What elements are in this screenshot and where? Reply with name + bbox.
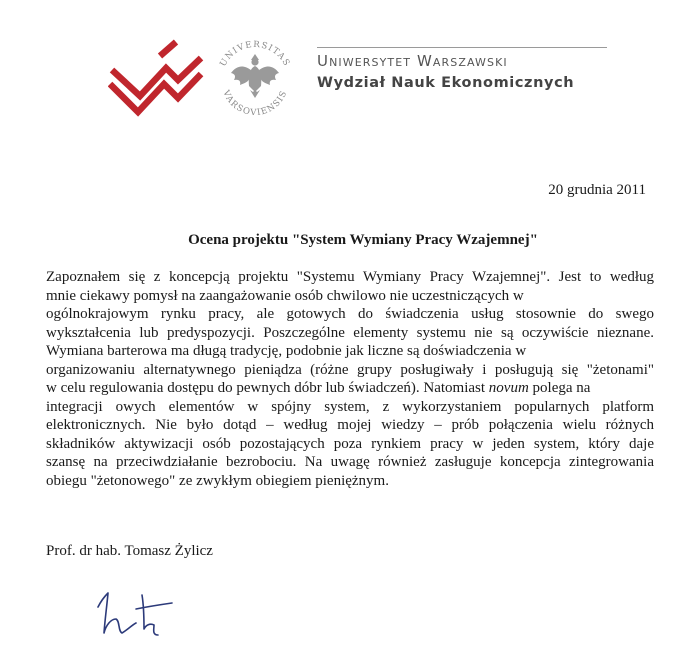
letterhead bbox=[0, 0, 698, 130]
handwritten-signature bbox=[92, 585, 182, 643]
seal-text-top: UNIVERSITAS bbox=[218, 39, 292, 69]
body-line-start: w celu regulowania dostępu do pewnych dóbr lub świadczeń). Natomiast bbox=[46, 380, 486, 396]
body-line: integracji owych elementów w spójny system, z wykorzystaniem popularnych platform bbox=[46, 398, 654, 415]
letter-title: Ocena projektu "System Wymiany Pracy Wzajemnej" bbox=[188, 232, 538, 248]
body-line: organizowaniu alternatywnego pieniądza (różne grupy posługiwały i posługują się "żetonami" bbox=[46, 361, 654, 378]
body-line: Wymiana barterowa ma długą tradycję, podobnie jak liczne są doświadczenia w bbox=[46, 343, 527, 359]
eagle-icon bbox=[231, 54, 279, 98]
body-line: ogólnokrajowym rynku pracy, ale gotowych do świadczenia usług stosownie do swego bbox=[46, 306, 654, 322]
body-line: elektronicznych. Nie było dotąd – według mojej wiedzy – prób połączenia wielu różnych bbox=[46, 417, 654, 433]
body-line: mnie ciekawy pomysł na zaangażowanie osób chwilowo nie uczestniczących w bbox=[46, 287, 524, 304]
body-line: Zapoznałem się z koncepcją projektu "Systemu Wymiany Pracy Wzajemnej". Jest to według bbox=[46, 269, 654, 285]
seal-text-bottom: VARSOVIENSIS bbox=[220, 88, 290, 119]
university-name: Uniwersytet Warszawski bbox=[317, 52, 508, 70]
letter-date: 20 grudnia 2011 bbox=[548, 182, 646, 198]
body-line: wykształcenia lub predyspozycji. Poszczególne elementy systemu nie są oczywiście nieznane. bbox=[46, 324, 654, 341]
body-line: składników aktywizacji osób pozostających poza rynkiem pracy w jeden system, który daje bbox=[46, 435, 654, 452]
body-line: obiegu "żetonowego" ze zwykłym obiegiem pieniężnym. bbox=[46, 472, 389, 489]
letterhead-divider bbox=[317, 47, 607, 48]
body-line-end: polega na bbox=[532, 380, 591, 396]
university-w-logo bbox=[108, 38, 204, 120]
faculty-name: Wydział Nauk Ekonomicznych bbox=[317, 75, 575, 91]
author-name: Prof. dr hab. Tomasz Żylicz bbox=[46, 543, 213, 559]
body-line: szansę na przeciwdziałanie bezrobociu. Na uwagę również zasługuje koncepcja zintegrowania bbox=[46, 454, 654, 470]
university-seal-icon bbox=[210, 26, 300, 122]
novum-emphasis: novum bbox=[488, 380, 529, 396]
body-line bbox=[46, 379, 654, 398]
letter-body bbox=[46, 268, 654, 490]
